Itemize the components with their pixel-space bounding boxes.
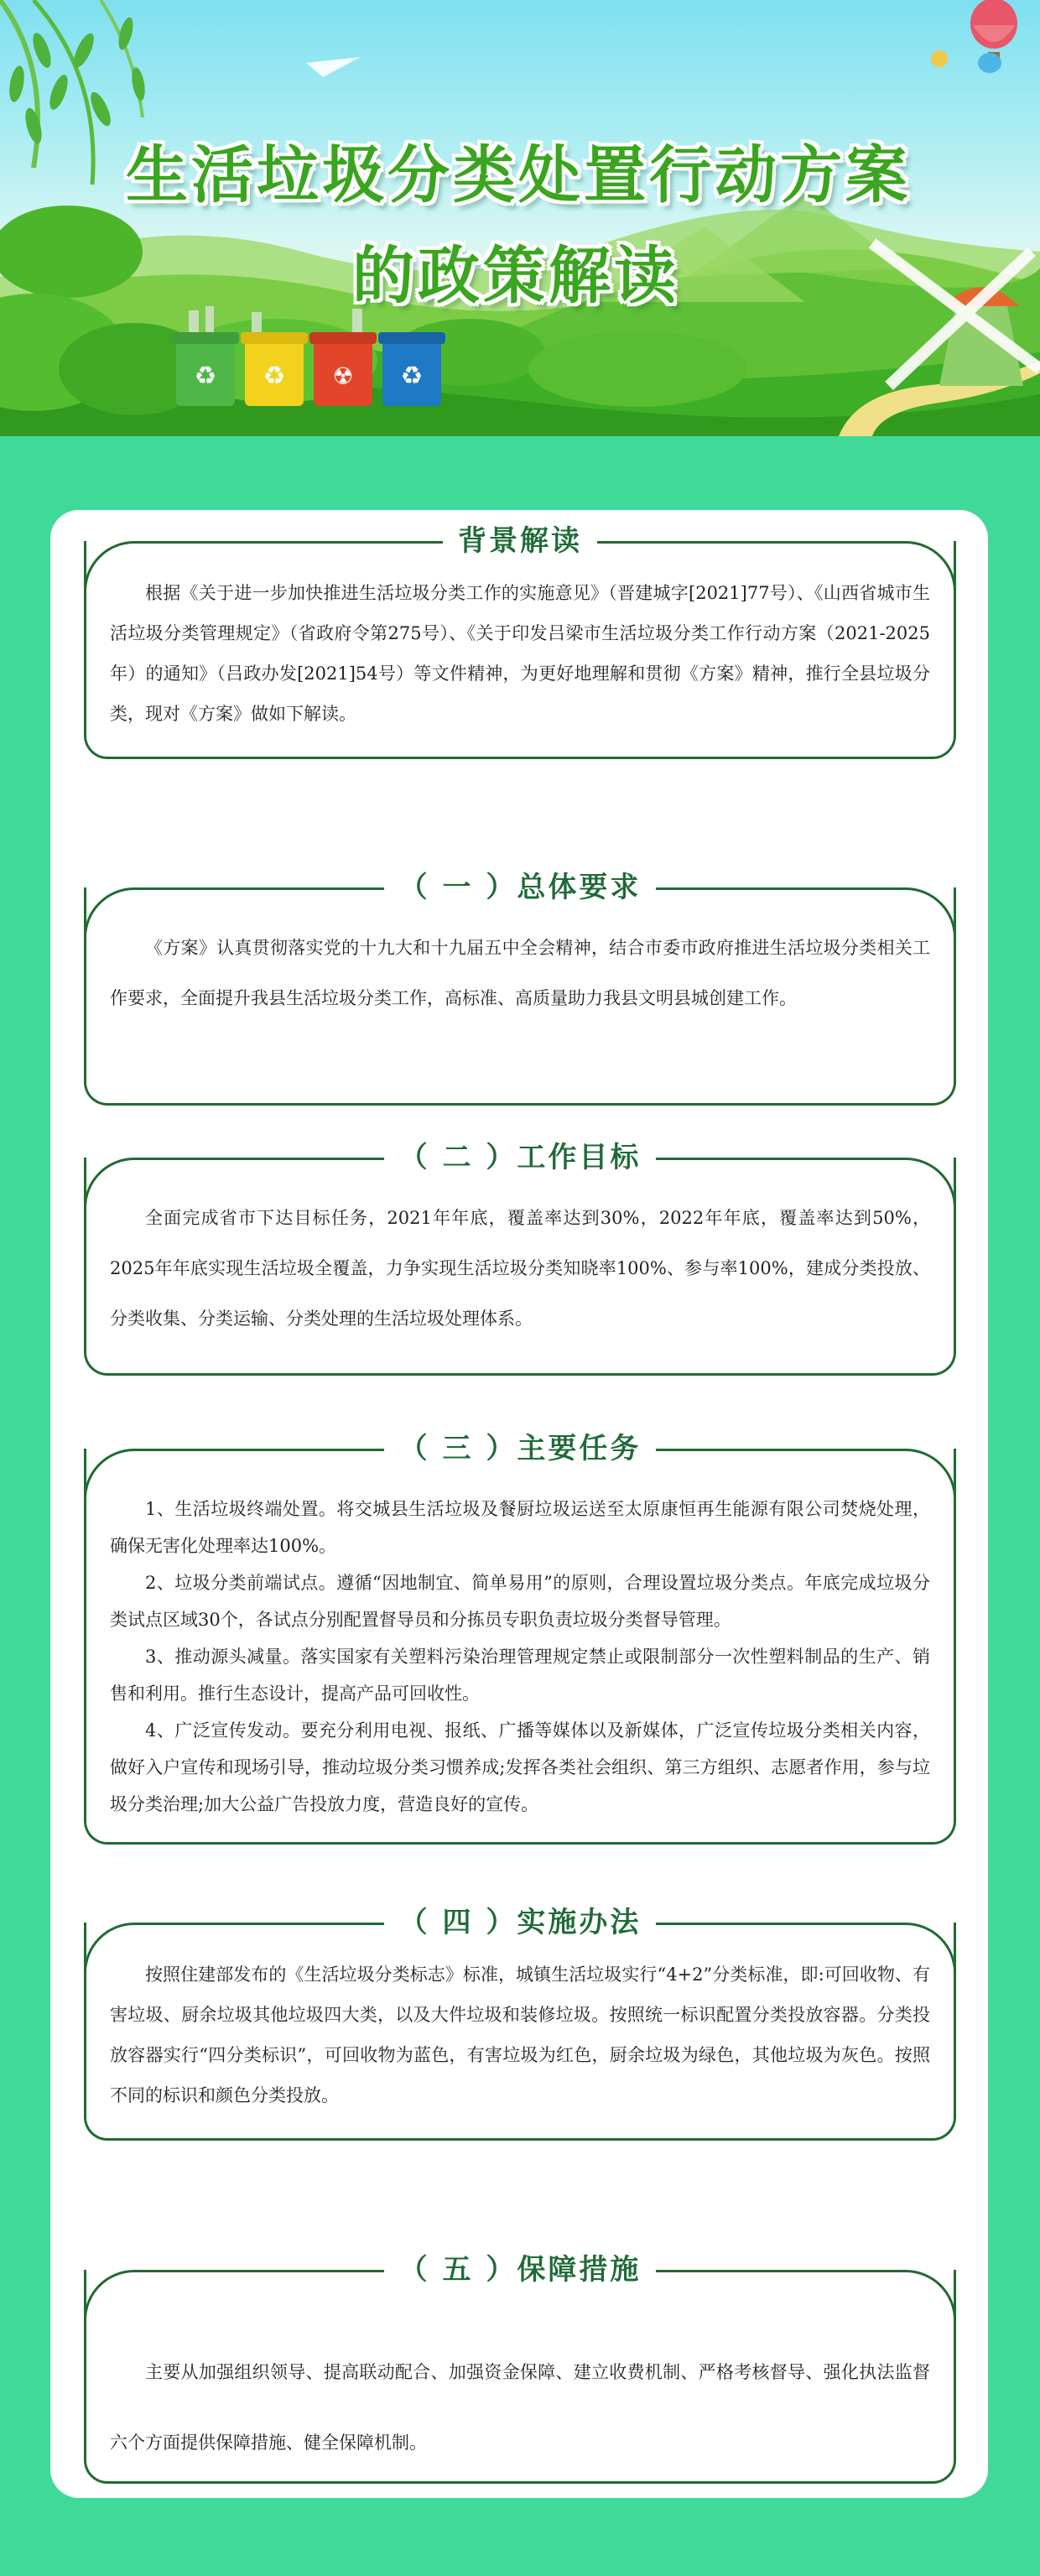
section-paragraph: 《方案》认真贯彻落实党的十九大和十九届五中全会精神，结合市委市政府推进生活垃圾分类相关工作要求，全面提升我县生活垃圾分类工作，高标准、高质量助力我县文明县城创建工作。 — [110, 938, 930, 1008]
section-work-goals — [84, 1141, 956, 1376]
section-paragraph: 全面完成省市下达目标任务，2021年年底，覆盖率达到30%，2022年年底，覆盖率达到50%，2025年年底实现生活垃圾全覆盖，力争实现生活垃圾分类知晓率100%、参与率100%，建成分类投放、分类收集、分类运输、分类处理的生活垃圾处理体系。 — [110, 1208, 930, 1329]
section-background — [84, 524, 956, 759]
task-item: 4、广泛宣传发动。要充分利用电视、报纸、广播等媒体以及新媒体，广泛宣传垃圾分类相关内容，做好入户宣传和现场引导，推动垃圾分类习惯养成;发挥各类社会组织、第三方组织、志愿者作用，参与垃圾分类治理;加大公益广告投放力度，营造良好的宣传。 — [110, 1720, 930, 1814]
section-implementation — [84, 1906, 956, 2141]
svg-text:♻: ♻ — [263, 362, 286, 391]
section-title: （ 五 ）保障措施 — [384, 2253, 657, 2287]
section-paragraph: 根据《关于进一步加快推进生活垃圾分类工作的实施意见》（晋建城字[2021]77号）、《山西省城市生活垃圾分类管理规定》（省政府令第275号）、《关于印发吕梁市生活垃圾分类工作行动方案（2021-2025年）的通知》（吕政办发[2021]54号）等文件精神，为更好地理解和贯彻《方案》精神，推行全县垃圾分类，现对《方案》做如下解读。 — [110, 583, 930, 724]
task-item: 2、垃圾分类前端试点。遵循“因地制宜、简单易用”的原则，合理设置垃圾分类点。年底完成垃圾分类试点区域30个，各试点分别配置督导员和分拣员专职负责垃圾分类督导管理。 — [110, 1573, 930, 1630]
svg-text:☢: ☢ — [332, 362, 354, 390]
section-title: （ 一 ）总体要求 — [384, 871, 657, 904]
section-main-tasks — [84, 1432, 956, 1845]
task-item: 3、推动源头减量。落实国家有关塑料污染治理管理规定禁止或限制部分一次性塑料制品的生产、销售和利用。推行生态设计，提高产品可回收性。 — [110, 1647, 930, 1704]
page-title-line1: 生活垃圾分类处置行动方案 — [126, 139, 911, 211]
header-banner — [0, 0, 1040, 436]
landscape-illustration — [0, 0, 1040, 436]
section-safeguards — [84, 2253, 956, 2484]
section-title: 背景解读 — [443, 524, 597, 558]
svg-text:♻: ♻ — [400, 362, 424, 391]
page-title-line2: 的政策解读 — [352, 240, 679, 312]
balloon — [970, 0, 1017, 60]
section-paragraph: 主要从加强组织领导、提高联动配合、加强资金保障、建立收费机制、严格考核督导、强化执法监督六个方面提供保障措施、健全保障机制。 — [110, 2362, 930, 2453]
section-title: （ 二 ）工作目标 — [384, 1141, 657, 1174]
section-title: （ 四 ）实施办法 — [384, 1906, 657, 1939]
section-overall-requirements — [84, 871, 956, 1106]
svg-text:♻: ♻ — [194, 362, 217, 391]
section-paragraph: 按照住建部发布的《生活垃圾分类标志》标准，城镇生活垃圾实行“4+2”分类标准，即:可回收物、有害垃圾、厨余垃圾其他垃圾四大类，以及大件垃圾和装修垃圾。按照统一标识配置分类投放容器。分类投放容器实行“四分类标识”，可回收物为蓝色，有害垃圾为红色，厨余垃圾为绿色，其他垃圾为灰色。按照不同的标识和颜色分类投放。 — [110, 1965, 930, 2105]
task-item: 1、生活垃圾终端处置。将交城县生活垃圾及餐厨垃圾运送至太原康恒再生能源有限公司焚烧处理，确保无害化处理率达100%。 — [110, 1499, 930, 1556]
section-title: （ 三 ）主要任务 — [384, 1432, 657, 1465]
